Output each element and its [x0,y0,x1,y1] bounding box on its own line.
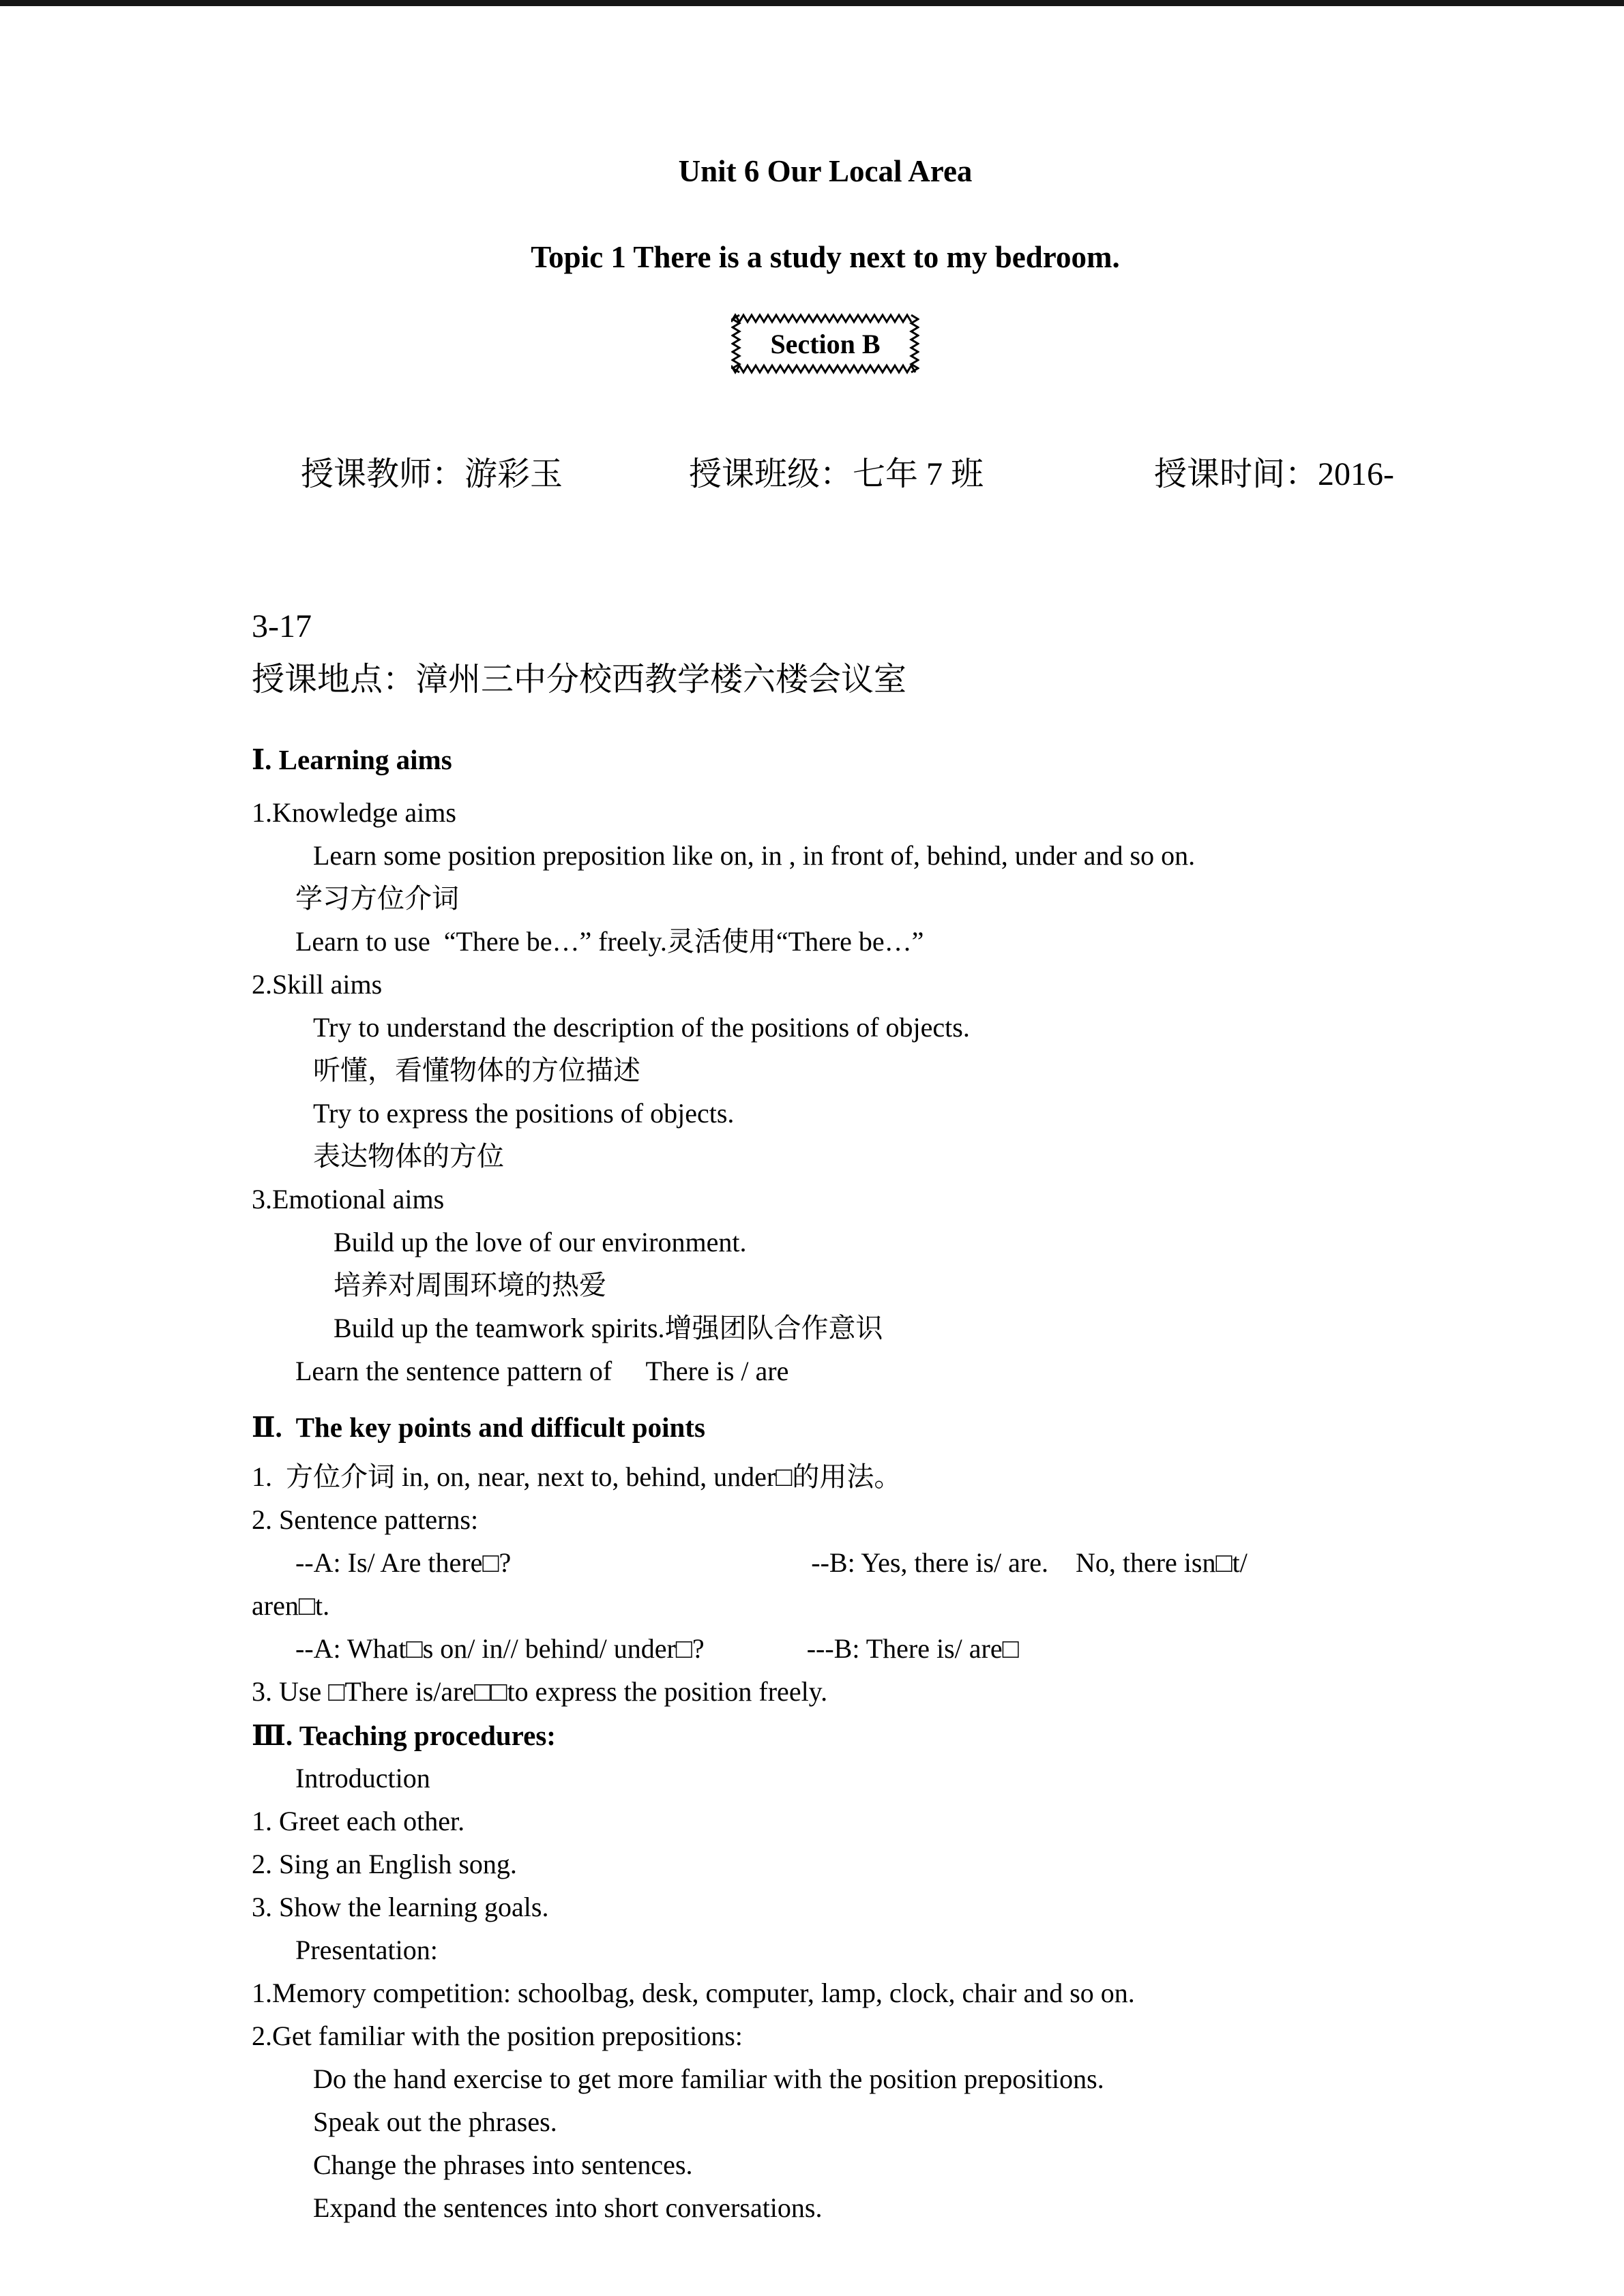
doc-line: 表达物体的方位 [313,1141,504,1172]
doc-line: Learn the sentence pattern of There is / are [295,1356,789,1386]
doc-line: 2. Sing an English song. [252,1849,517,1879]
document-subtitle: Topic 1 There is a study next to my bedroom. [531,240,1120,274]
doc-line: Learn to use “There be…” freely.灵活使用“There be…” [295,926,924,957]
time-field: 授课时间：2016- [1154,456,1395,492]
location-line: 授课地点：漳州三中分校西教学楼六楼会议室 [252,661,907,698]
doc-line: 1.Knowledge aims [252,797,456,828]
doc-line: 2.Skill aims [252,969,383,1000]
class-field: 授课班级：七年 7 班 [689,456,984,492]
teaching-procedures-heading: Ⅲ. Teaching procedures: [252,1720,556,1751]
doc-line: Try to understand the description of the positions of objects. [313,1012,970,1043]
teaching-procedures-section [252,1757,1399,2229]
doc-line: Speak out the phrases. [313,2106,557,2137]
key-points-section [252,1455,1399,1713]
teacher-field: 授课教师：游彩玉 [301,456,563,492]
doc-line: Introduction [295,1763,430,1793]
doc-line: --A: What□s on/ in// behind/ under□? ---B: There is/ are□ [295,1633,1019,1664]
section-badge-label: Section B [770,328,881,359]
doc-line: 培养对周围环境的热爱 [334,1270,606,1300]
section-badge [731,313,919,374]
doc-line: aren□t. [252,1590,330,1621]
doc-line: Do the hand exercise to get more familiar with the position prepositions. [313,2063,1104,2094]
document-title: Unit 6 Our Local Area [678,154,973,188]
doc-line: 3. Use □There is/are□□to express the position freely. [252,1676,828,1707]
doc-line: Build up the teamwork spirits.增强团队合作意识 [334,1313,883,1343]
doc-line: 3.Emotional aims [252,1184,445,1214]
doc-line: Learn some position preposition like on, in , in front of, behind, under and so on. [313,840,1196,871]
doc-line: Build up the love of our environment. [334,1227,747,1257]
doc-line: 1. 方位介词 in, on, near, next to, behind, under□的用法。 [252,1461,902,1492]
doc-line: Expand the sentences into short conversations. [313,2192,823,2223]
meta-row [252,413,1399,536]
doc-line: Presentation: [295,1935,438,1965]
doc-line: 2.Get familiar with the position prepositions: [252,2021,743,2051]
time-continuation-line: 3-17 [252,608,312,644]
doc-line: 学习方位介词 [295,883,459,914]
doc-line: 1.Memory competition: schoolbag, desk, computer, lamp, clock, chair and so on. [252,1978,1135,2008]
key-points-heading: Ⅱ. The key points and difficult points [252,1412,705,1443]
learning-aims-section [252,791,1399,1392]
doc-line: 听懂，看懂物体的方位描述 [313,1055,640,1086]
doc-line: 3. Show the learning goals. [252,1892,549,1922]
doc-line: --A: Is/ Are there□? --B: Yes, there is/ are. No, there isn□t/ [295,1547,1247,1578]
learning-aims-heading: Ⅰ. Learning aims [252,744,452,775]
doc-line: 2. Sentence patterns: [252,1504,479,1535]
doc-line: 1. Greet each other. [252,1806,465,1836]
doc-line: Change the phrases into sentences. [313,2149,693,2180]
doc-line: Try to express the positions of objects. [313,1098,735,1129]
section-badge-row [252,313,1399,374]
